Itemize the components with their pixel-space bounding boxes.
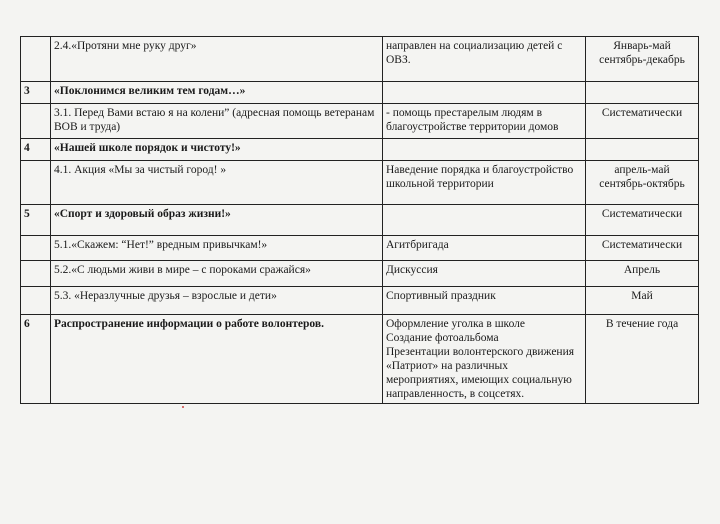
- row-number: [21, 236, 51, 261]
- activity-timing-line: апрель-май: [614, 164, 670, 176]
- activity-form: [383, 205, 586, 236]
- activity-form-line: Презентации волонтерского движения: [386, 346, 575, 358]
- activity-timing-line: Апрель: [623, 264, 661, 276]
- activity-title: «Нашей школе порядок и чистоту!»: [51, 139, 383, 161]
- activity-form: [383, 82, 586, 104]
- activity-timing: [586, 261, 699, 287]
- row-number: 3: [21, 82, 51, 104]
- activity-form: [383, 236, 586, 261]
- activity-title: 5.3. «Неразлучные друзья – взрослые и дети»: [51, 287, 383, 315]
- activity-form: [383, 315, 586, 404]
- table-row: [21, 287, 699, 315]
- activity-timing-line: В течение года: [605, 318, 679, 330]
- row-number: [21, 287, 51, 315]
- activity-timing: [586, 139, 699, 161]
- table-row: [21, 236, 699, 261]
- activity-timing: [586, 315, 699, 404]
- activity-plan-table: [20, 36, 699, 404]
- activity-timing: [586, 205, 699, 236]
- activity-timing: [586, 104, 699, 139]
- activity-form: [383, 37, 586, 82]
- activity-timing-line: Систематически: [601, 208, 683, 220]
- activity-form-line: - помощь престарелым людям в: [386, 107, 543, 119]
- activity-form-line: Создание фотоальбома: [386, 332, 499, 344]
- scan-mark: [182, 406, 184, 408]
- activity-form-line: ОВЗ.: [386, 54, 411, 66]
- activity-timing: [586, 161, 699, 205]
- activity-form: [383, 104, 586, 139]
- activity-title: Распространение информации о работе волонтеров.: [51, 315, 383, 404]
- table-row: [21, 161, 699, 205]
- activity-title: 5.2.«С людьми живи в мире – с пороками сражайся»: [51, 261, 383, 287]
- activity-timing: [586, 236, 699, 261]
- activity-form-line: благоустройстве территории домов: [386, 121, 559, 133]
- activity-timing-line: сентябрь-декабрь: [599, 54, 685, 66]
- table-row: [21, 139, 699, 161]
- activity-form-line: Оформление уголка в школе: [386, 318, 526, 330]
- activity-title: 5.1.«Скажем: “Нет!” вредным привычкам!»: [51, 236, 383, 261]
- activity-form-line: мероприятиях, имеющих социальную: [386, 374, 572, 386]
- activity-title: «Спорт и здоровый образ жизни!»: [51, 205, 383, 236]
- row-number: [21, 104, 51, 139]
- row-number: [21, 161, 51, 205]
- activity-title: 2.4.«Протяни мне руку друг»: [51, 37, 383, 82]
- activity-timing-line: Систематически: [601, 239, 683, 251]
- table-row: [21, 82, 699, 104]
- table-row: [21, 37, 699, 82]
- activity-title: 4.1. Акция «Мы за чистый город! »: [51, 161, 383, 205]
- activity-form-line: «Патриот» на различных: [386, 360, 509, 372]
- activity-form: [383, 261, 586, 287]
- row-number: [21, 261, 51, 287]
- activity-timing-line: Май: [631, 290, 653, 302]
- table-row: [21, 205, 699, 236]
- activity-timing: [586, 82, 699, 104]
- activity-form: [383, 287, 586, 315]
- activity-form-line: направленность, в соцсетях.: [386, 388, 525, 400]
- activity-form-line: направлен на социализацию детей с: [386, 40, 563, 52]
- table-row: [21, 104, 699, 139]
- activity-form-line: Дискуссия: [386, 264, 438, 276]
- activity-title: «Поклонимся великим тем годам…»: [51, 82, 383, 104]
- activity-form: [383, 139, 586, 161]
- activity-title: 3.1. Перед Вами встаю я на колени” (адресная помощь ветеранам ВОВ и труда): [51, 104, 383, 139]
- activity-timing: [586, 287, 699, 315]
- activity-form-line: Спортивный праздник: [386, 290, 496, 302]
- activity-timing-line: сентябрь-октябрь: [599, 178, 685, 190]
- table-row: [21, 261, 699, 287]
- row-number: 5: [21, 205, 51, 236]
- row-number: 4: [21, 139, 51, 161]
- plan-table-body: [21, 37, 699, 404]
- row-number: 6: [21, 315, 51, 404]
- activity-form-line: Агитбригада: [386, 239, 449, 251]
- activity-timing: [586, 37, 699, 82]
- table-row: [21, 315, 699, 404]
- row-number: [21, 37, 51, 82]
- activity-timing-line: Январь-май: [613, 40, 671, 52]
- activity-form-line: Наведение порядка и благоустройство: [386, 164, 574, 176]
- activity-form-line: школьной территории: [386, 178, 494, 190]
- activity-timing-line: Систематически: [601, 107, 683, 119]
- activity-form: [383, 161, 586, 205]
